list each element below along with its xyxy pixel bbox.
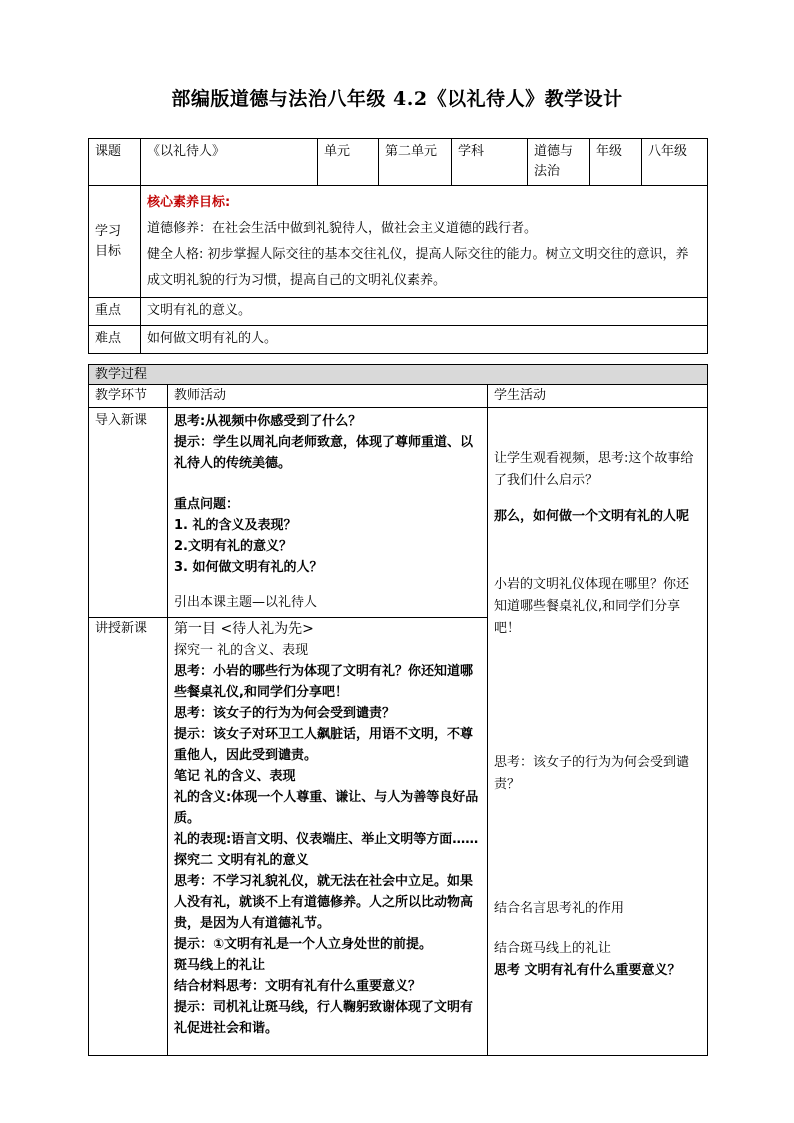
goal-content — [141, 186, 708, 298]
teacher-line: 第一目 <待人礼为先> — [174, 621, 314, 637]
col-student-header: 学生活动 — [488, 385, 708, 408]
process-table — [88, 364, 708, 1056]
diff-value: 如何做文明有礼的人。 — [141, 326, 708, 354]
grade-value: 八年级 — [642, 139, 708, 186]
student-line: 思考 文明有礼有什么重要意义？ — [494, 963, 681, 978]
teacher-line: 提示：司机礼让斑马线，行人鞠躬致谢体现了文明有礼促进社会和谐。 — [174, 1000, 474, 1036]
subject-label: 学科 — [452, 139, 528, 186]
key-label: 重点 — [89, 298, 141, 326]
teacher-line: 提示：①文明有礼是一个人立身处世的前提。 — [174, 937, 433, 952]
student-line: 结合斑马线上的礼让 — [494, 941, 612, 956]
goal-line: 健全人格: 初步掌握人际交往的基本交往礼仪，提高人际交往的能力。树立文明交往的意识，养成文明礼貌的行为习惯，提高自己的文明礼仪素养。 — [147, 247, 689, 288]
key-value: 文明有礼的意义。 — [141, 298, 708, 326]
process-header: 教学过程 — [89, 365, 708, 385]
core-title: 核心素养目标: — [147, 195, 231, 210]
student-line: 小岩的文明礼仪体现在哪里？你还知道哪些餐桌礼仪,和同学们分享吧！ — [494, 577, 690, 636]
teacher-line: 提示：学生以周礼向老师致意，体现了尊师重道、以礼待人的传统美德。 — [174, 435, 474, 471]
goal-label — [89, 186, 141, 298]
teacher-line: 思考：不学习礼貌礼仪，就无法在社会中立足。如果人没有礼，就谈不上有道德修养。人之所以比动物高贵，是因为人有道德礼节。 — [174, 874, 474, 931]
col-teacher-header: 教师活动 — [168, 385, 488, 408]
goal-label-line1: 学习 — [95, 223, 122, 239]
teacher-line: 思考:从视频中你感受到了什么？ — [174, 414, 362, 429]
teacher-activity — [168, 618, 488, 1056]
goal-line: 道德修养：在社会生活中做到礼貌待人，做社会主义道德的践行者。 — [147, 221, 538, 236]
student-activity — [488, 408, 708, 1056]
teacher-line: 1. 礼的含义及表现？ — [174, 518, 297, 533]
keti-label: 课题 — [89, 139, 141, 186]
diff-label: 难点 — [89, 326, 141, 354]
keti-value: 《以礼待人》 — [141, 139, 318, 186]
info-table — [88, 138, 708, 354]
teacher-line: 3. 如何做文明有礼的人？ — [174, 560, 323, 575]
teacher-line: 思考：该女子的行为为何会受到谴责？ — [174, 706, 396, 721]
teacher-line: 笔记 礼的含义、表现 — [174, 769, 296, 784]
teacher-line: 2.文明有礼的意义？ — [174, 539, 292, 554]
teacher-line: 斑马线上的礼让 — [174, 958, 266, 973]
student-line: 那么，如何做一个文明有礼的人呢 — [494, 509, 690, 524]
teacher-line: 提示：该女子对环卫工人飙脏话，用语不文明，不尊重他人，因此受到谴责。 — [174, 727, 474, 763]
teacher-line: 重点问题： — [174, 497, 240, 512]
student-line: 让学生观看视频，思考:这个故事给了我们什么启示？ — [494, 451, 694, 488]
teacher-line: 结合材料思考：文明有礼有什么重要意义？ — [174, 979, 422, 994]
teacher-line: 引出本课主题—以礼待人 — [174, 595, 318, 610]
unit-value: 第二单元 — [379, 139, 452, 186]
teacher-activity — [168, 408, 488, 618]
teacher-line: 礼的含义:体现一个人尊重、谦让、与人为善等良好品质。 — [174, 790, 479, 826]
teacher-line: 思考：小岩的哪些行为体现了文明有礼？你还知道哪些餐桌礼仪,和同学们分享吧！ — [174, 664, 474, 700]
unit-label: 单元 — [318, 139, 379, 186]
teacher-line: 探究二 文明有礼的意义 — [174, 853, 309, 868]
student-line: 结合名言思考礼的作用 — [494, 901, 625, 916]
teacher-line: 礼的表现:语言文明、仪表端庄、举止文明等方面…… — [174, 832, 479, 847]
goal-label-line2: 目标 — [95, 243, 122, 259]
page-title: 部编版道德与法治八年级 4.2《以礼待人》教学设计 — [171, 88, 623, 110]
subject-value: 道德与法治 — [528, 139, 590, 186]
stage-cell: 讲授新课 — [89, 618, 168, 1056]
col-stage-header: 教学环节 — [89, 385, 168, 408]
grade-label: 年级 — [590, 139, 642, 186]
teacher-line: 探究一 礼的含义、表现 — [174, 643, 309, 658]
stage-cell: 导入新课 — [89, 408, 168, 618]
student-line: 思考：该女子的行为为何会受到谴责？ — [494, 755, 690, 792]
